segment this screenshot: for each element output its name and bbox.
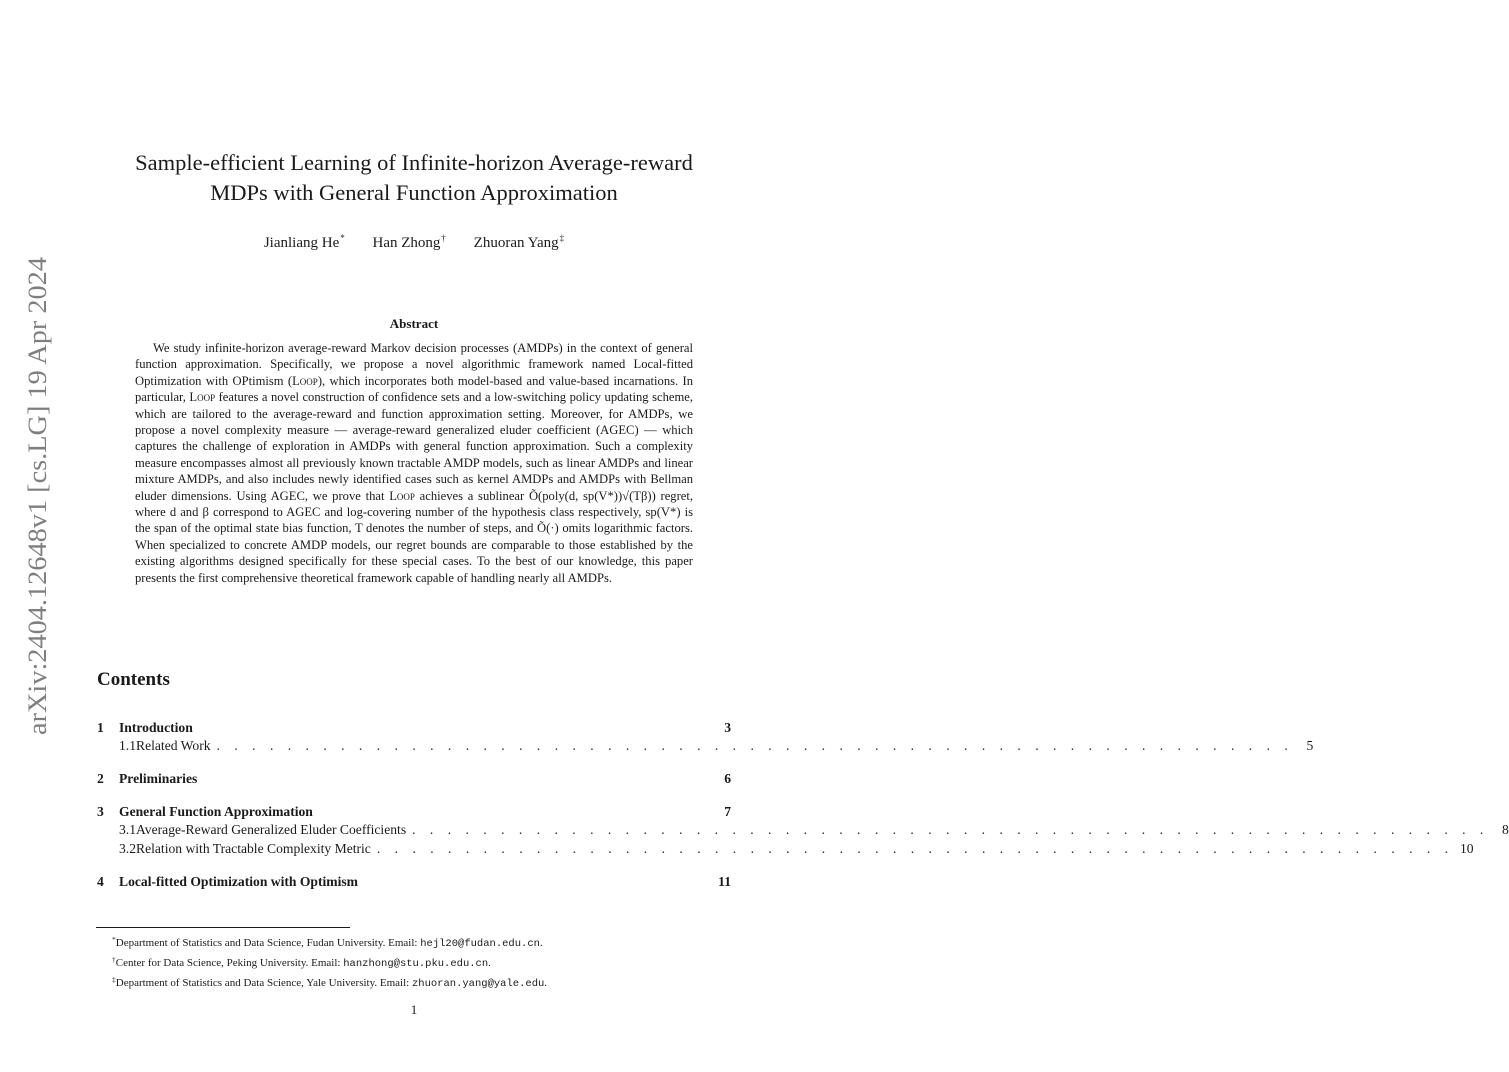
toc-page: 3 xyxy=(724,720,731,735)
author-1-mark: * xyxy=(340,233,345,243)
toc-number: 3.2 xyxy=(119,841,136,856)
footnote-email[interactable]: hanzhong@stu.pku.edu.cn xyxy=(343,958,489,970)
toc-page: 8 xyxy=(1502,822,1509,837)
page-number: 1 xyxy=(410,1002,418,1017)
arxiv-identifier-stamp xyxy=(18,256,58,736)
footnote-end: . xyxy=(488,957,491,969)
toc-number: 3.1 xyxy=(119,822,136,837)
toc-label: Relation with Tractable Complexity Metric xyxy=(136,841,371,856)
toc-label: General Function Approximation xyxy=(119,804,313,819)
arxiv-identifier-text: arXiv:2404.12648v1 [cs.LG] 19 Apr 2024 xyxy=(23,295,52,735)
author-list xyxy=(96,228,732,253)
toc-entry-preliminaries[interactable] xyxy=(97,771,731,789)
contents-heading: Contents xyxy=(97,669,170,690)
loop-algorithm-name: Loop xyxy=(189,390,216,405)
toc-page: 11 xyxy=(718,874,731,889)
author-3-name: Zhuoran Yang xyxy=(473,235,559,251)
loop-algorithm-name: Loop xyxy=(292,373,318,388)
toc-label: Local-fitted Optimization with Optimism xyxy=(119,874,359,889)
toc-label: Introduction xyxy=(119,720,193,735)
footnote-mark: * xyxy=(112,935,116,944)
author-2-mark: † xyxy=(441,233,446,243)
toc-number: 1.1 xyxy=(119,738,136,753)
toc-number: 3 xyxy=(97,804,104,819)
footnote-affiliation-2 xyxy=(112,952,732,972)
footnote-email[interactable]: hejl20@fudan.edu.cn xyxy=(420,938,540,950)
loop-algorithm-name: Loop xyxy=(389,488,415,503)
toc-page: 5 xyxy=(1306,738,1314,753)
author-2-name: Han Zhong xyxy=(372,235,441,251)
toc-entry-related-work[interactable] xyxy=(97,738,1314,756)
footnote-end: . xyxy=(539,937,543,949)
title-line-1: Sample-efficient Learning of Infinite-horizon Average-reward xyxy=(135,150,693,175)
author-1-name: Jianliang He xyxy=(263,235,340,251)
footnote-text: Center for Data Science, Peking University. Email: xyxy=(115,957,344,969)
footnote-text: Department of Statistics and Data Science, Fudan University. Email: xyxy=(115,937,421,949)
footnote-email[interactable]: zhuoran.yang@yale.edu xyxy=(411,978,545,990)
footnote-end: . xyxy=(544,977,548,989)
footnote-affiliation-1 xyxy=(112,932,732,952)
footnote-mark: † xyxy=(112,955,116,964)
toc-dot-leader: . . . . . . . . . . . . . . . . . . . . . . . . . . . . . . . . . . . . . . . . . . . . . . . . . . . . . . . . . . . . . xyxy=(412,822,1489,837)
toc-entry-local-fitted-optimization[interactable] xyxy=(97,874,731,892)
toc-label: Related Work xyxy=(136,738,211,753)
toc-entry-general-function-approximation[interactable] xyxy=(97,804,731,822)
author-3-mark: ‡ xyxy=(559,233,565,243)
footnote-divider xyxy=(96,927,350,928)
toc-dot-leader: . . . . . . . . . . . . . . . . . . . . . . . . . . . . . . . . . . . . . . . . . . . . . . . . . . . . . . . . . . . . . xyxy=(376,841,1454,856)
toc-dot-leader: . . . . . . . . . . . . . . . . . . . . . . . . . . . . . . . . . . . . . . . . . . . . . . . . . . . . . . . . . . . . . xyxy=(216,738,1294,753)
author-2 xyxy=(373,235,446,251)
toc-number: 2 xyxy=(97,771,104,786)
title-line-2: MDPs with General Function Approximation xyxy=(210,180,618,205)
abstract-text-1: We study infinite-horizon average-reward Markov decision processes (AMDPs) in the context of general function approximation. Specifically, we propose a novel algorithmic framework named Local-fitted Optimization with OPtimism ( xyxy=(135,341,693,388)
footnote-text: Department of Statistics and Data Science, Yale University. Email: xyxy=(115,977,412,989)
abstract-heading: Abstract xyxy=(389,316,439,331)
toc-number: 1 xyxy=(97,720,104,735)
footnote-mark: ‡ xyxy=(112,975,116,984)
toc-number: 4 xyxy=(97,874,104,889)
footnote-affiliation-3 xyxy=(112,972,732,992)
toc-page: 10 xyxy=(1459,841,1474,856)
toc-label: Average-Reward Generalized Eluder Coefficients xyxy=(136,822,407,837)
toc-page: 6 xyxy=(724,771,731,786)
toc-entry-agec[interactable] xyxy=(97,822,1509,840)
author-3 xyxy=(474,235,565,251)
toc-page: 7 xyxy=(724,804,731,819)
abstract-text-3: features a novel construction of confidence sets and a low-switching policy updating scheme, which are tailored to the average-reward and function approximation setting. Moreover, for AMDPs, we propose a novel complexity measure — average-reward generalized eluder coefficient (AGEC) — which captures the challenge of exploration in AMDPs with general function approximation. Such a complexity measure encompasses almost all previously known tractable AMDP models, such as linear AMDPs and linear mixture AMDPs, and also includes newly identified cases such as kernel AMDPs and AMDPs with Bellman eluder dimensions. Using AGEC, we prove that xyxy=(135,390,693,503)
toc-label: Preliminaries xyxy=(119,771,198,786)
paper-title xyxy=(96,148,732,208)
author-1 xyxy=(264,235,345,251)
footnotes xyxy=(112,932,732,992)
toc-entry-tractable-complexity-metric[interactable] xyxy=(97,841,1474,859)
abstract-body xyxy=(135,340,693,586)
abstract-text-2: ), which incorporates both model-based and value-based incarnations. In particular, xyxy=(135,373,694,405)
toc-entry-introduction[interactable] xyxy=(97,720,731,738)
abstract-text-4: achieves a sublinear Õ(poly(d, sp(V*))√(Tβ)) regret, where d and β correspond to AGEC and log-covering number of the hypothesis class respectively, sp(V*) is the span of the optimal state bias function, T denotes the number of steps, and Õ(·) omits logarithmic factors. When specialized to concrete AMDP models, our regret bounds are comparable to those established by the existing algorithms designed specifically for these special cases. To the best of our knowledge, this paper presents the first comprehensive theoretical framework capable of handling nearly all AMDPs. xyxy=(135,488,694,585)
